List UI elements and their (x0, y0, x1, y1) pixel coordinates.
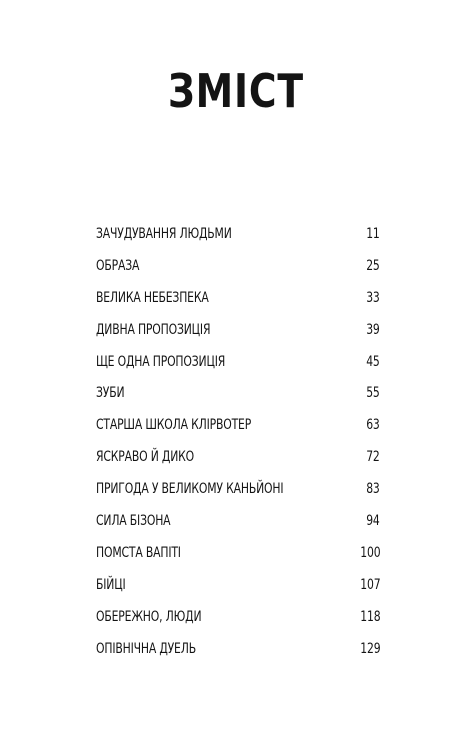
toc-entry-page: 72 (366, 449, 380, 466)
toc-entry (96, 449, 380, 481)
toc-entry (96, 641, 380, 673)
toc-entry (96, 577, 380, 609)
toc-entry-title: СИЛА БІЗОНА (96, 513, 171, 530)
toc-entry-title: СТАРША ШКОЛА КЛІРВОТЕР (96, 417, 252, 434)
toc-entry (96, 385, 380, 417)
toc-entry-page: 45 (366, 353, 380, 370)
toc-entry-page: 63 (366, 417, 380, 434)
toc-entry (96, 258, 380, 290)
toc-entry-title: ОПІВНІЧНА ДУЕЛЬ (96, 640, 196, 657)
toc-entry-page: 100 (359, 544, 380, 561)
toc-entry (96, 545, 380, 577)
toc-entry-title: ПРИГОДА У ВЕЛИКОМУ КАНЬЙОНІ (96, 481, 284, 498)
toc-entry-page: 39 (366, 321, 380, 338)
page-title: ЗМІСТ (168, 64, 304, 118)
toc-entry-page: 94 (366, 513, 380, 530)
toc-entry-title: ЗАЧУДУВАННЯ ЛЮДЬМИ (96, 226, 232, 242)
toc-entry-page: 83 (366, 481, 380, 498)
toc-entry-title: БІЙЦІ (96, 576, 126, 593)
toc-entry-page: 55 (366, 385, 380, 402)
toc-entry-page: 11 (366, 226, 380, 242)
toc-entry-title: ДИВНА ПРОПОЗИЦІЯ (96, 321, 211, 338)
toc-entry (96, 322, 380, 354)
toc-entry (96, 513, 380, 545)
toc-entry-title: ЯСКРАВО Й ДИКО (96, 449, 195, 466)
toc-entry-title: ЗУБИ (96, 385, 125, 402)
table-of-contents (96, 226, 380, 672)
toc-entry-title: ПОМСТА ВАПІТІ (96, 544, 181, 561)
toc-entry (96, 226, 380, 258)
toc-entry-title: ЩЕ ОДНА ПРОПОЗИЦІЯ (96, 353, 226, 370)
toc-entry-page: 129 (359, 640, 380, 657)
toc-entry (96, 481, 380, 513)
toc-entry-page: 33 (366, 289, 380, 306)
toc-entry-page: 25 (366, 257, 380, 274)
toc-entry-title: ОБРАЗА (96, 257, 140, 274)
toc-entry (96, 354, 380, 386)
toc-entry (96, 609, 380, 641)
toc-entry-page: 118 (359, 608, 380, 625)
toc-entry-title: ВЕЛИКА НЕБЕЗПЕКА (96, 289, 209, 306)
toc-entry (96, 290, 380, 322)
toc-entry (96, 417, 380, 449)
toc-entry-page: 107 (359, 576, 380, 593)
toc-entry-title: ОБЕРЕЖНО, ЛЮДИ (96, 608, 202, 625)
